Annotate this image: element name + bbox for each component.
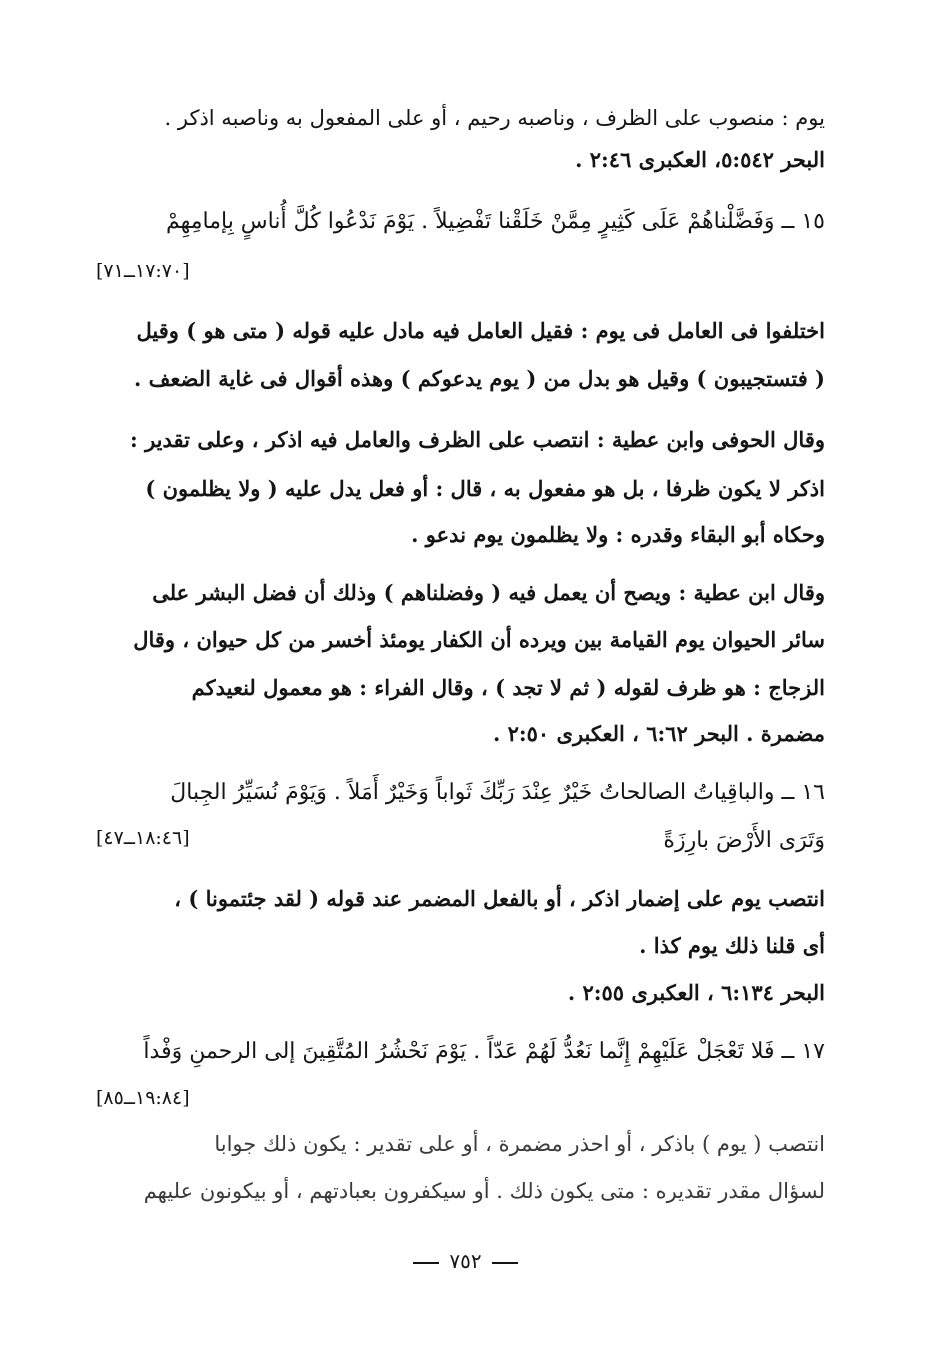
text-line: أى قلنا ذلك يوم كذا .: [639, 933, 825, 958]
verse-16-ref: [١٨:٤٦ــ٤٧]: [96, 827, 190, 849]
text-line: وقال ابن عطية : ويصح أن يعمل فيه ( وفضلناهم ) وذلك أن فضل البشر على: [152, 580, 825, 605]
text-line: وقال الحوفى وابن عطية : انتصب على الظرف والعامل فيه اذكر ، وعلى تقدير :: [130, 427, 825, 452]
text-line: اذكر لا يكون ظرفا ، بل هو مفعول به ، قال : أو فعل يدل عليه ( ولا يظلمون ): [145, 476, 825, 501]
text-line: يوم : منصوب على الظرف ، وناصبه رحيم ، أو على المفعول به وناصبه اذكر .: [164, 106, 825, 130]
text-line: وحكاه أبو البقاء وقدره : ولا يظلمون يوم ندعو .: [411, 522, 825, 547]
text-line: انتصب ( يوم ) باذكر ، أو احذر مضمرة ، أو على تقدير : يكون ذلك جوابا: [214, 1132, 825, 1156]
verse-15-text: ١٥ ــ وَفَضَّلْناهُمْ عَلَى كَثِيرٍ مِمَّنْ خَلَقْنا تَفْضِيلاً . يَوْمَ نَدْعُوا كُلَّ أُناسٍ بِإمامِهِمْ: [165, 209, 825, 234]
verse-17-text: ١٧ ــ فَلا تَعْجَلْ عَلَيْهِمْ إِنَّما نَعُدُّ لَهُمْ عَدّاً . يَوْمَ نَحْشُرُ المُتَّقِينَ إلى الرحمنِ وَفْداً: [143, 1039, 825, 1064]
text-line: انتصب يوم على إضمار اذكر ، أو بالفعل المضمر عند قوله ( لقد جئتمونا ) ،: [174, 886, 825, 911]
verse-16-text: ١٦ ــ والباقِياتُ الصالحاتُ خَيْرٌ عِنْدَ رَبِّكَ ثَواباً وَخَيْرٌ أَمَلاً . وَيَوْمَ نُسَيِّرُ الجِبالَ: [170, 780, 825, 805]
verse-17-ref: [١٩:٨٤ــ٨٥]: [96, 1087, 190, 1109]
verse-15-ref: [١٧:٧٠ــ٧١]: [96, 260, 190, 282]
text-line: لسؤال مقدر تقديره : متى يكون ذلك . أو سيكفرون بعبادتهم ، أو بيكونون عليهم: [143, 1179, 825, 1203]
text-line: ( فتستجيبون ) وقيل هو بدل من ( يوم يدعوكم ) وهذه أقوال فى غاية الضعف .: [134, 366, 825, 391]
reference-line: البحر ٥:٥٤٢، العكبرى ٢:٤٦ .: [575, 147, 825, 172]
footer-dash-right: [492, 1262, 518, 1264]
text-line: اختلفوا فى العامل فى يوم : فقيل العامل فيه مادل عليه قوله ( متى هو ) وقيل: [136, 318, 825, 343]
footer-dash-left: [413, 1262, 439, 1264]
reference-line: البحر ٦:١٣٤ ، العكبرى ٢:٥٥ .: [567, 980, 825, 1005]
verse-16-text-cont: وَتَرَى الأَرْضَ بارِزَةً: [663, 828, 825, 853]
text-line: الزجاج : هو ظرف لقوله ( ثم لا تجد ) ، وقال الفراء : هو معمول لنعيدكم: [191, 675, 825, 700]
text-line: مضمرة . البحر ٦:٦٢ ، العكبرى ٢:٥٠ .: [492, 721, 825, 746]
page-number: ٧٥٢: [449, 1249, 482, 1273]
page-footer: [0, 1247, 931, 1275]
text-line: سائر الحيوان يوم القيامة بين ويرده أن الكفار يومئذ أخسر من كل حيوان ، وقال: [133, 627, 825, 652]
